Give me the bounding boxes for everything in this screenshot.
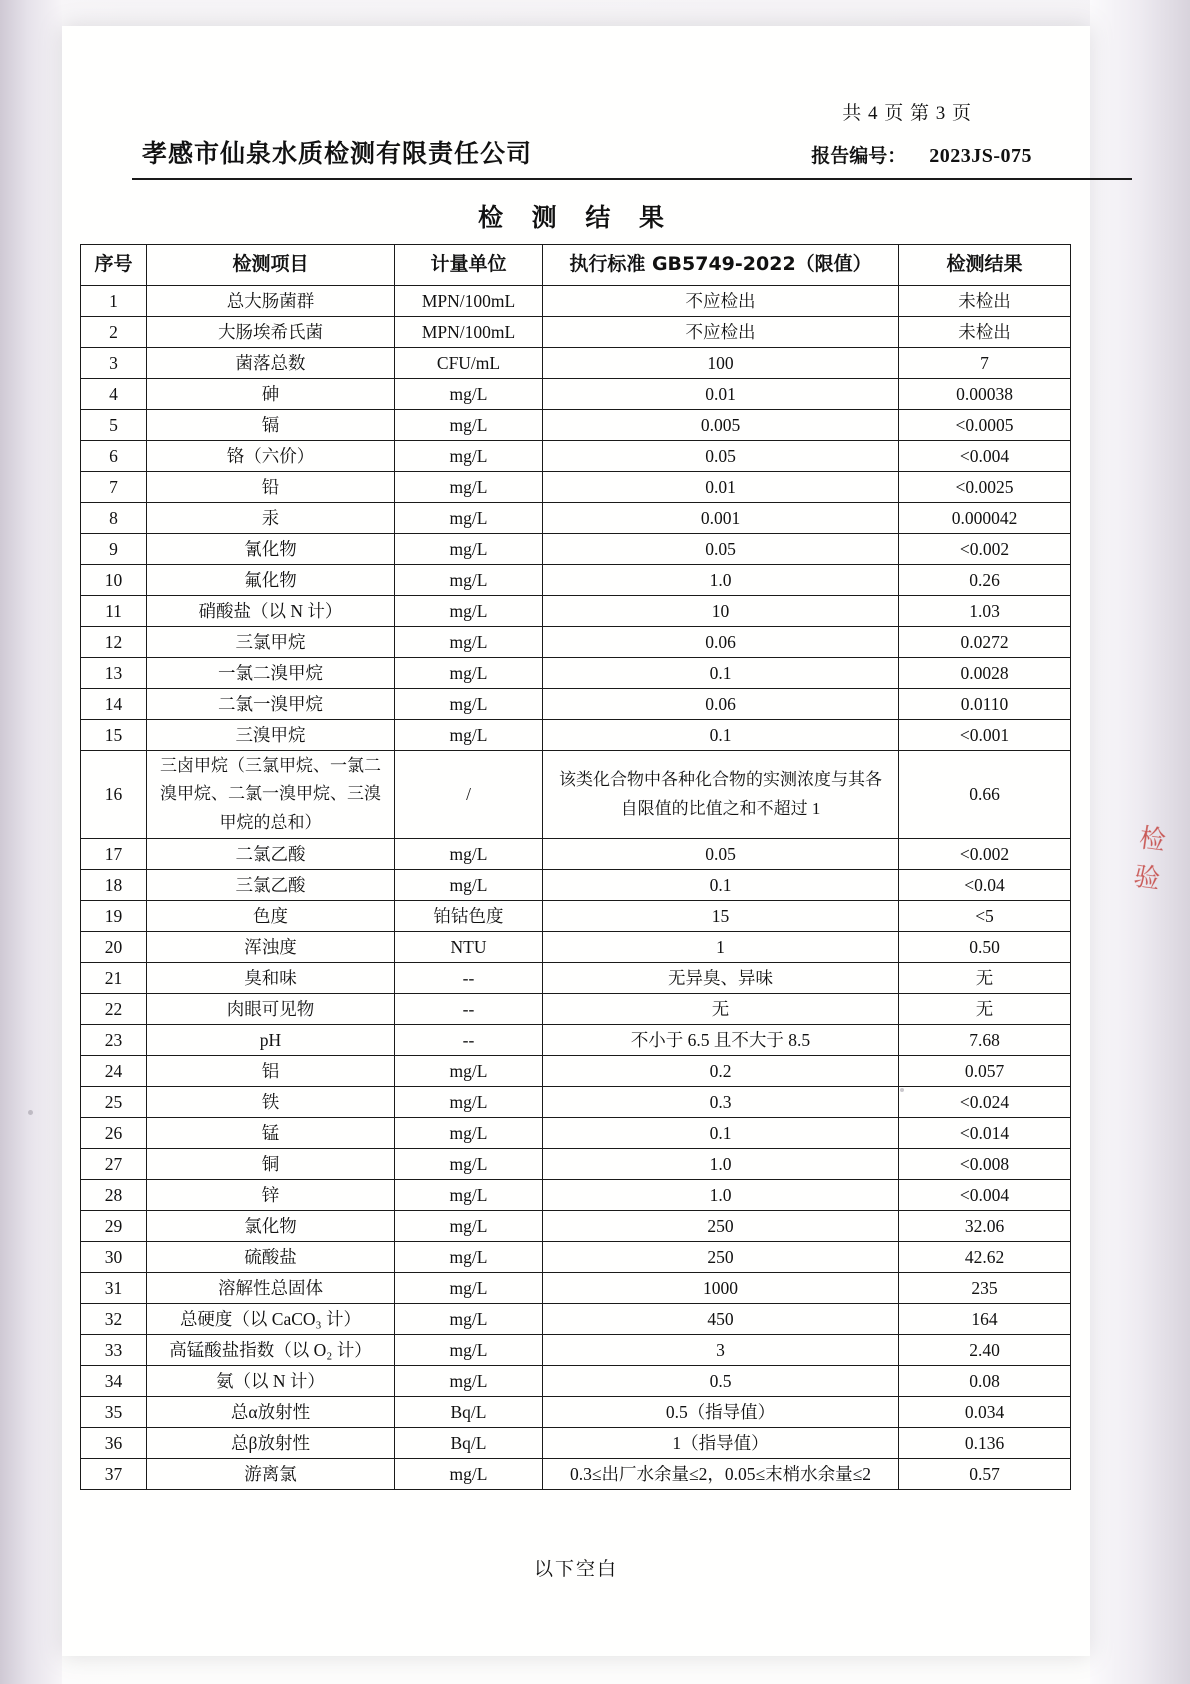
cell-result: 0.50 — [899, 932, 1071, 963]
cell-standard: 1（指导值） — [543, 1428, 899, 1459]
cell-unit: mg/L — [395, 1459, 543, 1490]
cell-standard: 不应检出 — [543, 317, 899, 348]
cell-no: 8 — [81, 503, 147, 534]
cell-standard: 10 — [543, 596, 899, 627]
table-row — [81, 839, 1071, 870]
cell-unit: CFU/mL — [395, 348, 543, 379]
cell-standard: 0.001 — [543, 503, 899, 534]
cell-no: 9 — [81, 534, 147, 565]
table-row — [81, 658, 1071, 689]
cell-standard: 0.1 — [543, 1118, 899, 1149]
cell-no: 15 — [81, 720, 147, 751]
table-row — [81, 1118, 1071, 1149]
cell-standard: 1 — [543, 932, 899, 963]
cell-result: 0.057 — [899, 1056, 1071, 1087]
table-row — [81, 870, 1071, 901]
table-row — [81, 1366, 1071, 1397]
cell-standard: 0.3 — [543, 1087, 899, 1118]
cell-item: 氟化物 — [147, 565, 395, 596]
cell-unit: mg/L — [395, 689, 543, 720]
cell-standard: 1.0 — [543, 1180, 899, 1211]
cell-result: <5 — [899, 901, 1071, 932]
cell-unit: -- — [395, 994, 543, 1025]
cell-no: 6 — [81, 441, 147, 472]
cell-standard — [543, 751, 899, 839]
cell-result: 0.000042 — [899, 503, 1071, 534]
cell-standard: 0.01 — [543, 379, 899, 410]
cell-result: 无 — [899, 963, 1071, 994]
cell-item: 锌 — [147, 1180, 395, 1211]
test-results-table — [80, 244, 1071, 1490]
cell-result: 164 — [899, 1304, 1071, 1335]
cell-no: 1 — [81, 286, 147, 317]
cell-no: 37 — [81, 1459, 147, 1490]
cell-result: 0.0028 — [899, 658, 1071, 689]
table-row — [81, 534, 1071, 565]
cell-item: 一氯二溴甲烷 — [147, 658, 395, 689]
cell-item: 高锰酸盐指数（以 O₂ 计） — [147, 1335, 395, 1366]
cell-item — [147, 751, 395, 839]
cell-item: 臭和味 — [147, 963, 395, 994]
cell-unit: mg/L — [395, 472, 543, 503]
cell-standard: 100 — [543, 348, 899, 379]
cell-unit: 铂钴色度 — [395, 901, 543, 932]
cell-unit: mg/L — [395, 1118, 543, 1149]
cell-item: 铜 — [147, 1149, 395, 1180]
cell-standard: 0.06 — [543, 689, 899, 720]
cell-item: 三溴甲烷 — [147, 720, 395, 751]
cell-no: 29 — [81, 1211, 147, 1242]
cell-item: 大肠埃希氏菌 — [147, 317, 395, 348]
cell-unit: mg/L — [395, 410, 543, 441]
cell-result: 2.40 — [899, 1335, 1071, 1366]
table-row — [81, 410, 1071, 441]
cell-unit: mg/L — [395, 379, 543, 410]
footnote-blank-below: 以下空白 — [533, 1558, 618, 1580]
cell-standard: 不小于 6.5 且不大于 8.5 — [543, 1025, 899, 1056]
company-name: 孝感市仙泉水质检测有限责任公司 — [142, 139, 533, 168]
cell-standard: 无 — [543, 994, 899, 1025]
cell-unit: mg/L — [395, 1180, 543, 1211]
table-row — [81, 932, 1071, 963]
cell-unit: mg/L — [395, 658, 543, 689]
cell-no: 27 — [81, 1149, 147, 1180]
cell-standard-text: 该类化合物中各种化合物的实测浓度与其各自限值的比值之和不超过 1 — [559, 769, 882, 818]
cell-result: 未检出 — [899, 317, 1071, 348]
cell-no: 2 — [81, 317, 147, 348]
column-header-unit: 计量单位 — [395, 245, 543, 286]
cell-result: <0.004 — [899, 441, 1071, 472]
table-row — [81, 596, 1071, 627]
report-number-block — [811, 141, 1032, 170]
cell-standard: 无异臭、异味 — [543, 963, 899, 994]
cell-item: 总β放射性 — [147, 1428, 395, 1459]
cell-result: 235 — [899, 1273, 1071, 1304]
table-row — [81, 472, 1071, 503]
cell-no: 36 — [81, 1428, 147, 1459]
cell-standard: 0.1 — [543, 870, 899, 901]
table-row — [81, 994, 1071, 1025]
cell-no: 5 — [81, 410, 147, 441]
cell-unit: mg/L — [395, 1211, 543, 1242]
cell-result: 7 — [899, 348, 1071, 379]
table-row — [81, 317, 1071, 348]
table-row — [81, 963, 1071, 994]
cell-standard: 0.05 — [543, 441, 899, 472]
cell-unit: mg/L — [395, 534, 543, 565]
table-row — [81, 1273, 1071, 1304]
cell-no: 4 — [81, 379, 147, 410]
cell-result: <0.024 — [899, 1087, 1071, 1118]
cell-unit: mg/L — [395, 1304, 543, 1335]
cell-result: 42.62 — [899, 1242, 1071, 1273]
cell-no: 26 — [81, 1118, 147, 1149]
cell-standard: 0.3≤出厂水余量≤2，0.05≤末梢水余量≤2 — [543, 1459, 899, 1490]
cell-unit: -- — [395, 1025, 543, 1056]
cell-standard: 0.01 — [543, 472, 899, 503]
cell-standard: 250 — [543, 1242, 899, 1273]
report-header — [142, 134, 1032, 170]
cell-item: 游离氯 — [147, 1459, 395, 1490]
cell-unit: mg/L — [395, 720, 543, 751]
cell-result: 7.68 — [899, 1025, 1071, 1056]
cell-item: 三氯甲烷 — [147, 627, 395, 658]
table-row — [81, 751, 1071, 839]
cell-item: 铅 — [147, 472, 395, 503]
cell-item: 浑浊度 — [147, 932, 395, 963]
cell-item: 氨（以 N 计） — [147, 1366, 395, 1397]
cell-unit: mg/L — [395, 1087, 543, 1118]
cell-unit: mg/L — [395, 1242, 543, 1273]
table-row — [81, 1459, 1071, 1490]
cell-item: 铬（六价） — [147, 441, 395, 472]
cell-standard: 0.5（指导值） — [543, 1397, 899, 1428]
cell-result: 0.0272 — [899, 627, 1071, 658]
cell-no: 10 — [81, 565, 147, 596]
cell-no: 23 — [81, 1025, 147, 1056]
table-row — [81, 1211, 1071, 1242]
cell-result: <0.0005 — [899, 410, 1071, 441]
cell-result: <0.014 — [899, 1118, 1071, 1149]
cell-standard: 450 — [543, 1304, 899, 1335]
page-left-shadow — [0, 0, 62, 1684]
cell-standard: 0.1 — [543, 658, 899, 689]
table-row — [81, 1428, 1071, 1459]
cell-no: 13 — [81, 658, 147, 689]
cell-result: <0.0025 — [899, 472, 1071, 503]
table-row — [81, 286, 1071, 317]
cell-no: 14 — [81, 689, 147, 720]
cell-no: 25 — [81, 1087, 147, 1118]
cell-no: 32 — [81, 1304, 147, 1335]
cell-item: 总硬度（以 CaCO₃ 计） — [147, 1304, 395, 1335]
table-row — [81, 627, 1071, 658]
table-row — [81, 720, 1071, 751]
cell-unit: mg/L — [395, 565, 543, 596]
cell-no: 16 — [81, 751, 147, 839]
cell-standard: 1.0 — [543, 565, 899, 596]
cell-unit: mg/L — [395, 1366, 543, 1397]
table-row — [81, 1087, 1071, 1118]
cell-standard: 1000 — [543, 1273, 899, 1304]
column-header-standard: 执行标准 GB5749-2022（限值） — [543, 245, 899, 286]
cell-item: 溶解性总固体 — [147, 1273, 395, 1304]
table-row — [81, 1149, 1071, 1180]
cell-item: 硫酸盐 — [147, 1242, 395, 1273]
cell-item: 砷 — [147, 379, 395, 410]
cell-result: 未检出 — [899, 286, 1071, 317]
cell-standard: 0.005 — [543, 410, 899, 441]
cell-no: 34 — [81, 1366, 147, 1397]
report-number-label: 报告编号： — [811, 145, 907, 167]
cell-result: 0.034 — [899, 1397, 1071, 1428]
cell-result: 0.66 — [899, 751, 1071, 839]
cell-item: 硝酸盐（以 N 计） — [147, 596, 395, 627]
stamp-char-2: 验 — [1131, 861, 1162, 896]
cell-unit: mg/L — [395, 596, 543, 627]
cell-result: <0.004 — [899, 1180, 1071, 1211]
table-row — [81, 565, 1071, 596]
cell-unit: mg/L — [395, 839, 543, 870]
cell-no: 3 — [81, 348, 147, 379]
cell-item: 汞 — [147, 503, 395, 534]
cell-no: 20 — [81, 932, 147, 963]
table-row — [81, 901, 1071, 932]
cell-standard: 250 — [543, 1211, 899, 1242]
cell-no: 33 — [81, 1335, 147, 1366]
cell-unit: / — [395, 751, 543, 839]
table-header-row — [81, 245, 1071, 286]
cell-standard: 0.05 — [543, 534, 899, 565]
column-header-item: 检测项目 — [147, 245, 395, 286]
cell-unit: Bq/L — [395, 1397, 543, 1428]
table-row — [81, 1180, 1071, 1211]
cell-item: 铁 — [147, 1087, 395, 1118]
cell-item: 三氯乙酸 — [147, 870, 395, 901]
cell-item: 镉 — [147, 410, 395, 441]
cell-standard: 0.5 — [543, 1366, 899, 1397]
scan-speck — [900, 1088, 904, 1092]
cell-result: 0.08 — [899, 1366, 1071, 1397]
table-row — [81, 689, 1071, 720]
cell-result: <0.001 — [899, 720, 1071, 751]
table-row — [81, 348, 1071, 379]
cell-result: 无 — [899, 994, 1071, 1025]
cell-standard: 不应检出 — [543, 286, 899, 317]
cell-no: 22 — [81, 994, 147, 1025]
page-indicator: 共 4 页 第 3 页 — [842, 103, 972, 124]
cell-standard: 0.05 — [543, 839, 899, 870]
cell-unit: NTU — [395, 932, 543, 963]
header-divider — [132, 178, 1132, 180]
cell-result: <0.04 — [899, 870, 1071, 901]
cell-result: 0.0110 — [899, 689, 1071, 720]
table-row — [81, 1025, 1071, 1056]
cell-item: pH — [147, 1025, 395, 1056]
cell-unit: mg/L — [395, 1056, 543, 1087]
cell-unit: mg/L — [395, 870, 543, 901]
report-sheet — [62, 26, 1090, 1656]
cell-item: 菌落总数 — [147, 348, 395, 379]
cell-no: 24 — [81, 1056, 147, 1087]
cell-standard: 3 — [543, 1335, 899, 1366]
cell-result: 0.00038 — [899, 379, 1071, 410]
cell-no: 21 — [81, 963, 147, 994]
cell-no: 28 — [81, 1180, 147, 1211]
cell-unit: Bq/L — [395, 1428, 543, 1459]
cell-unit: mg/L — [395, 1149, 543, 1180]
table-row — [81, 1056, 1071, 1087]
cell-unit: -- — [395, 963, 543, 994]
cell-item: 肉眼可见物 — [147, 994, 395, 1025]
cell-item: 氯化物 — [147, 1211, 395, 1242]
cell-no: 11 — [81, 596, 147, 627]
cell-no: 19 — [81, 901, 147, 932]
page-title: 检 测 结 果 — [477, 203, 675, 232]
cell-item: 总大肠菌群 — [147, 286, 395, 317]
column-header-no: 序号 — [81, 245, 147, 286]
cell-no: 30 — [81, 1242, 147, 1273]
scan-speck — [28, 1110, 33, 1115]
table-row — [81, 1335, 1071, 1366]
cell-standard: 0.2 — [543, 1056, 899, 1087]
cell-result: 32.06 — [899, 1211, 1071, 1242]
cell-result: <0.002 — [899, 534, 1071, 565]
cell-unit: MPN/100mL — [395, 317, 543, 348]
cell-item: 总α放射性 — [147, 1397, 395, 1428]
cell-result: <0.002 — [899, 839, 1071, 870]
cell-result: 0.26 — [899, 565, 1071, 596]
table-row — [81, 503, 1071, 534]
cell-unit: MPN/100mL — [395, 286, 543, 317]
column-header-result: 检测结果 — [899, 245, 1071, 286]
cell-unit: mg/L — [395, 441, 543, 472]
cell-no: 12 — [81, 627, 147, 658]
table-row — [81, 1397, 1071, 1428]
table-row — [81, 1242, 1071, 1273]
table-row — [81, 1304, 1071, 1335]
cell-no: 18 — [81, 870, 147, 901]
cell-standard: 1.0 — [543, 1149, 899, 1180]
table-row — [81, 379, 1071, 410]
cell-result: 0.136 — [899, 1428, 1071, 1459]
cell-item: 色度 — [147, 901, 395, 932]
cell-standard: 0.06 — [543, 627, 899, 658]
cell-item: 铝 — [147, 1056, 395, 1087]
cell-unit: mg/L — [395, 627, 543, 658]
cell-no: 31 — [81, 1273, 147, 1304]
stamp-char-1: 检 — [1137, 823, 1168, 857]
cell-unit: mg/L — [395, 503, 543, 534]
cell-no: 17 — [81, 839, 147, 870]
cell-item-text: 三卤甲烷（三氯甲烷、一氯二溴甲烷、二氯一溴甲烷、三溴甲烷的总和） — [160, 756, 381, 832]
cell-unit: mg/L — [395, 1273, 543, 1304]
cell-standard: 0.1 — [543, 720, 899, 751]
cell-no: 35 — [81, 1397, 147, 1428]
cell-result: 0.57 — [899, 1459, 1071, 1490]
cell-no: 7 — [81, 472, 147, 503]
report-number-value: 2023JS-075 — [929, 145, 1032, 167]
cell-item: 氰化物 — [147, 534, 395, 565]
cell-item: 锰 — [147, 1118, 395, 1149]
cell-result: <0.008 — [899, 1149, 1071, 1180]
cell-result: 1.03 — [899, 596, 1071, 627]
cell-item: 二氯乙酸 — [147, 839, 395, 870]
table-row — [81, 441, 1071, 472]
cell-unit: mg/L — [395, 1335, 543, 1366]
cell-standard: 15 — [543, 901, 899, 932]
cell-item: 二氯一溴甲烷 — [147, 689, 395, 720]
